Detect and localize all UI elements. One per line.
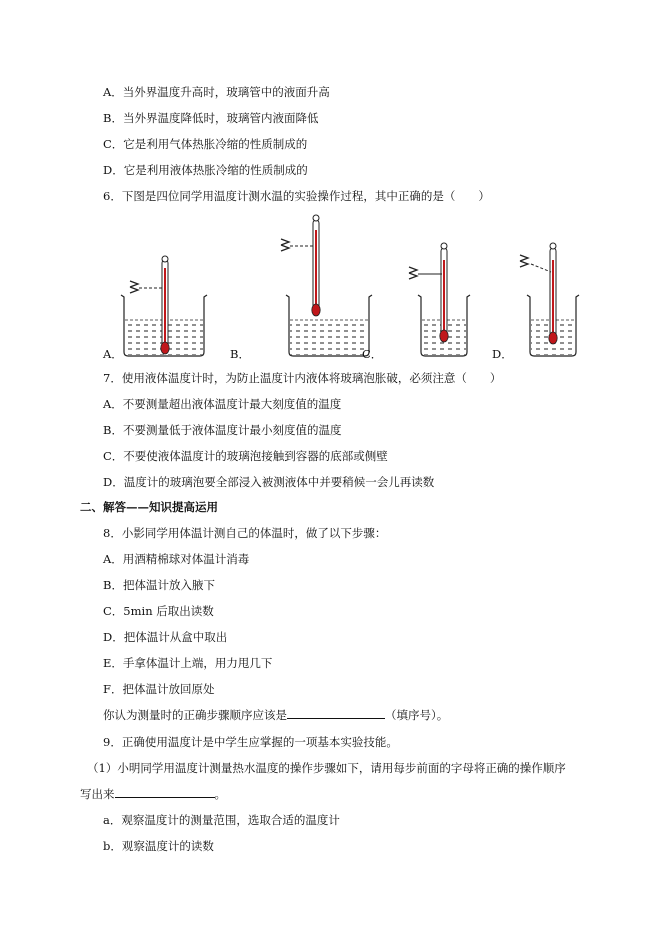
figure-label-a: A． (103, 347, 123, 361)
q8-step-e: E．手拿体温计上端，用力甩几下 (103, 656, 273, 670)
q8-step-d: D．把体温计从盒中取出 (103, 630, 228, 644)
q9-sub1-line2 (80, 786, 226, 802)
figure-label-d: D． (492, 347, 513, 361)
q8-step-f: F．把体温计放回原处 (103, 682, 215, 696)
q6-stem: 6．下图是四位同学用温度计测水温的实验操作过程，其中正确的是（ ） (103, 189, 490, 203)
q8-stem: 8．小影同学用体温计测自己的体温时，做了以下步骤： (103, 526, 387, 540)
q8-step-b: B．把体温计放入腋下 (103, 578, 215, 592)
q7-option-a: A．不要测量超出液体温度计最大刻度值的温度 (103, 397, 342, 411)
q7-stem: 7．使用液体温度计时，为防止温度计内液体将玻璃泡胀破，必须注意（ ） (103, 371, 502, 385)
q9-sub1-suffix: 。 (214, 787, 226, 801)
q8-step-a: A．用酒精棉球对体温计消毒 (103, 552, 250, 566)
q8-answer-line (103, 707, 448, 723)
q9-step-a: a．观察温度计的测量范围，选取合适的温度计 (103, 813, 340, 827)
q8-answer-blank[interactable] (287, 707, 385, 719)
section-title: 二、解答——知识提高运用 (80, 500, 218, 514)
thermometer-figure (0, 208, 661, 368)
setup-c (409, 243, 470, 356)
figure-label-b: B． (230, 347, 250, 361)
setup-b (281, 215, 372, 356)
q5-option-b: B．当外界温度降低时，玻璃管内液面降低 (103, 111, 319, 125)
q5-option-d: D．它是利用液体热胀冷缩的性质制成的 (103, 163, 308, 177)
q8-step-c: C．5min 后取出读数 (103, 604, 214, 618)
q9-step-b: b．观察温度计的读数 (103, 839, 214, 853)
q5-option-c: C．它是利用气体热胀冷缩的性质制成的 (103, 137, 308, 151)
q9-answer-blank[interactable] (115, 786, 215, 798)
q7-option-d: D．温度计的玻璃泡要全部浸入被测液体中并要稍候一会儿再读数 (103, 475, 435, 489)
q9-sub1-line1: （1）小明同学用温度计测量热水温度的操作步骤如下，请用每步前面的字母将正确的操作顺序 (87, 761, 566, 775)
q5-option-a: A．当外界温度升高时，玻璃管中的液面升高 (103, 85, 330, 99)
q7-option-c: C．不要使液体温度计的玻璃泡接触到容器的底部或侧壁 (103, 449, 388, 463)
q9-sub1-prefix: 写出来 (80, 787, 115, 801)
setup-a (121, 256, 207, 356)
q7-option-b: B．不要测量低于液体温度计最小刻度值的温度 (103, 423, 342, 437)
q6-figure (0, 208, 661, 368)
setup-d (520, 243, 579, 356)
q8-answer-suffix: （填序号）。 (385, 708, 449, 722)
figure-label-c: C． (362, 347, 383, 361)
q8-answer-prefix: 你认为测量时的正确步骤顺序应该是 (103, 708, 287, 722)
q9-stem: 9．正确使用温度计是中学生应掌握的一项基本实验技能。 (103, 735, 398, 749)
